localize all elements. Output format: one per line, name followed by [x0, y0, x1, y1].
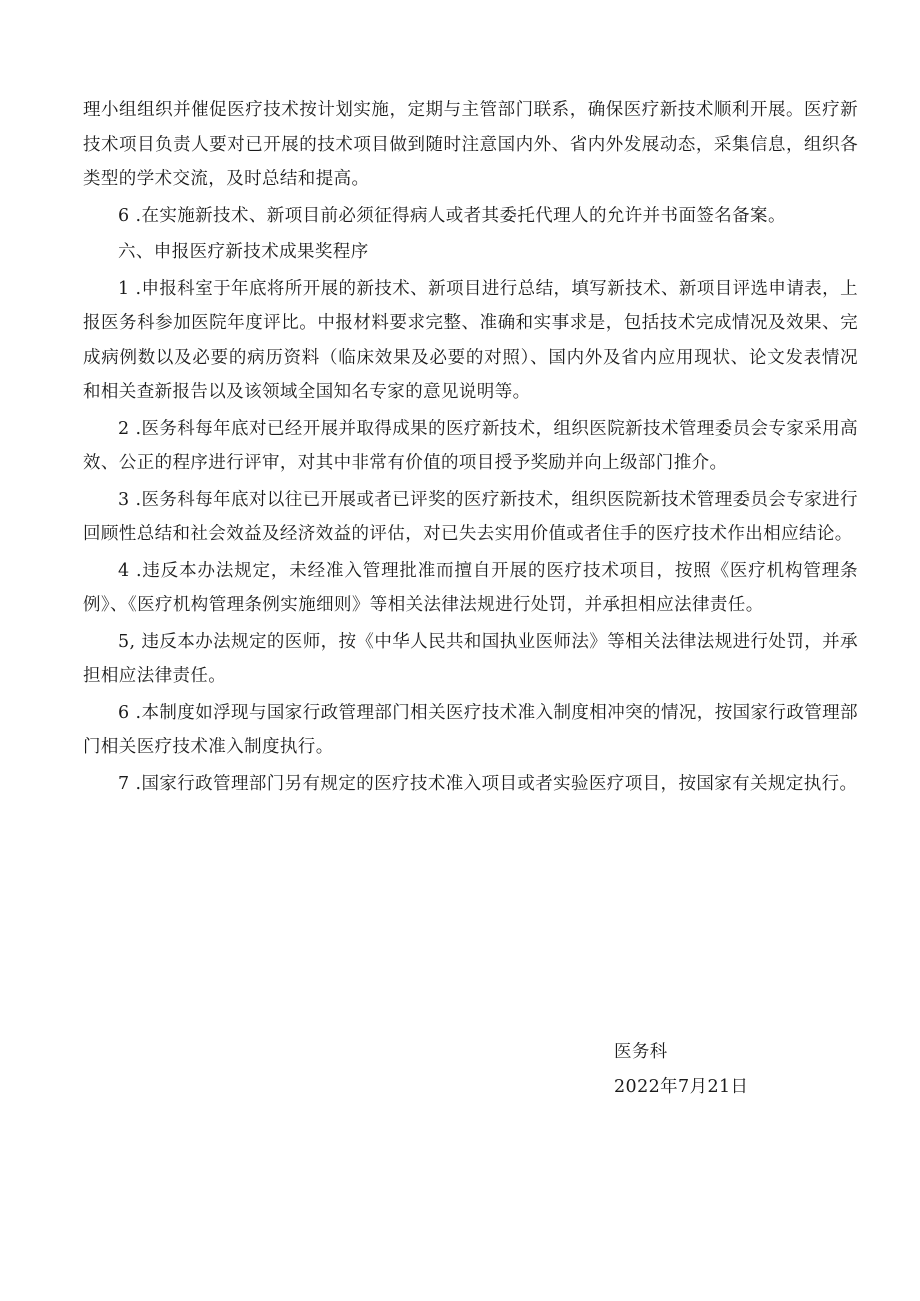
- paragraph-item-7: 7 .国家行政管理部门另有规定的医疗技术准入项目或者实验医疗项目，按国家有关规定执行。: [118, 773, 858, 794]
- document-body: [83, 93, 858, 801]
- signature-date: 2022年7月21日: [614, 1076, 749, 1097]
- paragraph-continuation: 理小组组织并催促医疗技术按计划实施，定期与主管部门联系，确保医疗新技术顺利开展。医疗新技术项目负责人要对已开展的技术项目做到随时注意国内外、省内外发展动态，采集信息，组织各类型的学术交流，及时总结和提高。: [83, 100, 858, 189]
- paragraph-item-3: 3 .医务科每年底对以往已开展或者已评奖的医疗新技术，组织医院新技术管理委员会专家进行回顾性总结和社会效益及经济效益的评估，对已失去实用价值或者住手的医疗技术作出相应结论。: [83, 489, 858, 544]
- paragraph-item-4: 4 .违反本办法规定，未经准入管理批准而擅自开展的医疗技术项目，按照《医疗机构管理条例》、《医疗机构管理条例实施细则》等相关法律法规进行处罚，并承担相应法律责任。: [83, 560, 858, 615]
- signature-department: 医务科: [614, 1042, 668, 1062]
- paragraph-item-2: 2 .医务科每年底对已经开展并取得成果的医疗新技术，组织医院新技术管理委员会专家采用高效、公正的程序进行评审，对其中非常有价值的项目授予奖励并向上级部门推介。: [83, 418, 858, 473]
- signature-block: [614, 1035, 814, 1104]
- paragraph-item-5: 5, 违反本办法规定的医师，按《中华人民共和国执业医师法》等相关法律法规进行处罚，并承担相应法律责任。: [83, 631, 858, 686]
- paragraph-item-6: 6 .本制度如浮现与国家行政管理部门相关医疗技术准入制度相冲突的情况，按国家行政管理部门相关医疗技术准入制度执行。: [83, 702, 858, 757]
- section-heading-6: 六、申报医疗新技术成果奖程序: [118, 242, 369, 262]
- paragraph-item-6-consent: 6 .在实施新技术、新项目前必须征得病人或者其委托代理人的允许并书面签名备案。: [118, 205, 786, 226]
- paragraph-item-1: 1 .申报科室于年底将所开展的新技术、新项目进行总结，填写新技术、新项目评选申请表，上报医务科参加医院年度评比。中报材料要求完整、准确和实事求是，包括技术完成情况及效果、完成病例数以及必要的病历资料（临床效果及必要的对照）、国内外及省内应用现状、论文发表情况和相关查新报告以及该领域全国知名专家的意见说明等。: [83, 278, 858, 402]
